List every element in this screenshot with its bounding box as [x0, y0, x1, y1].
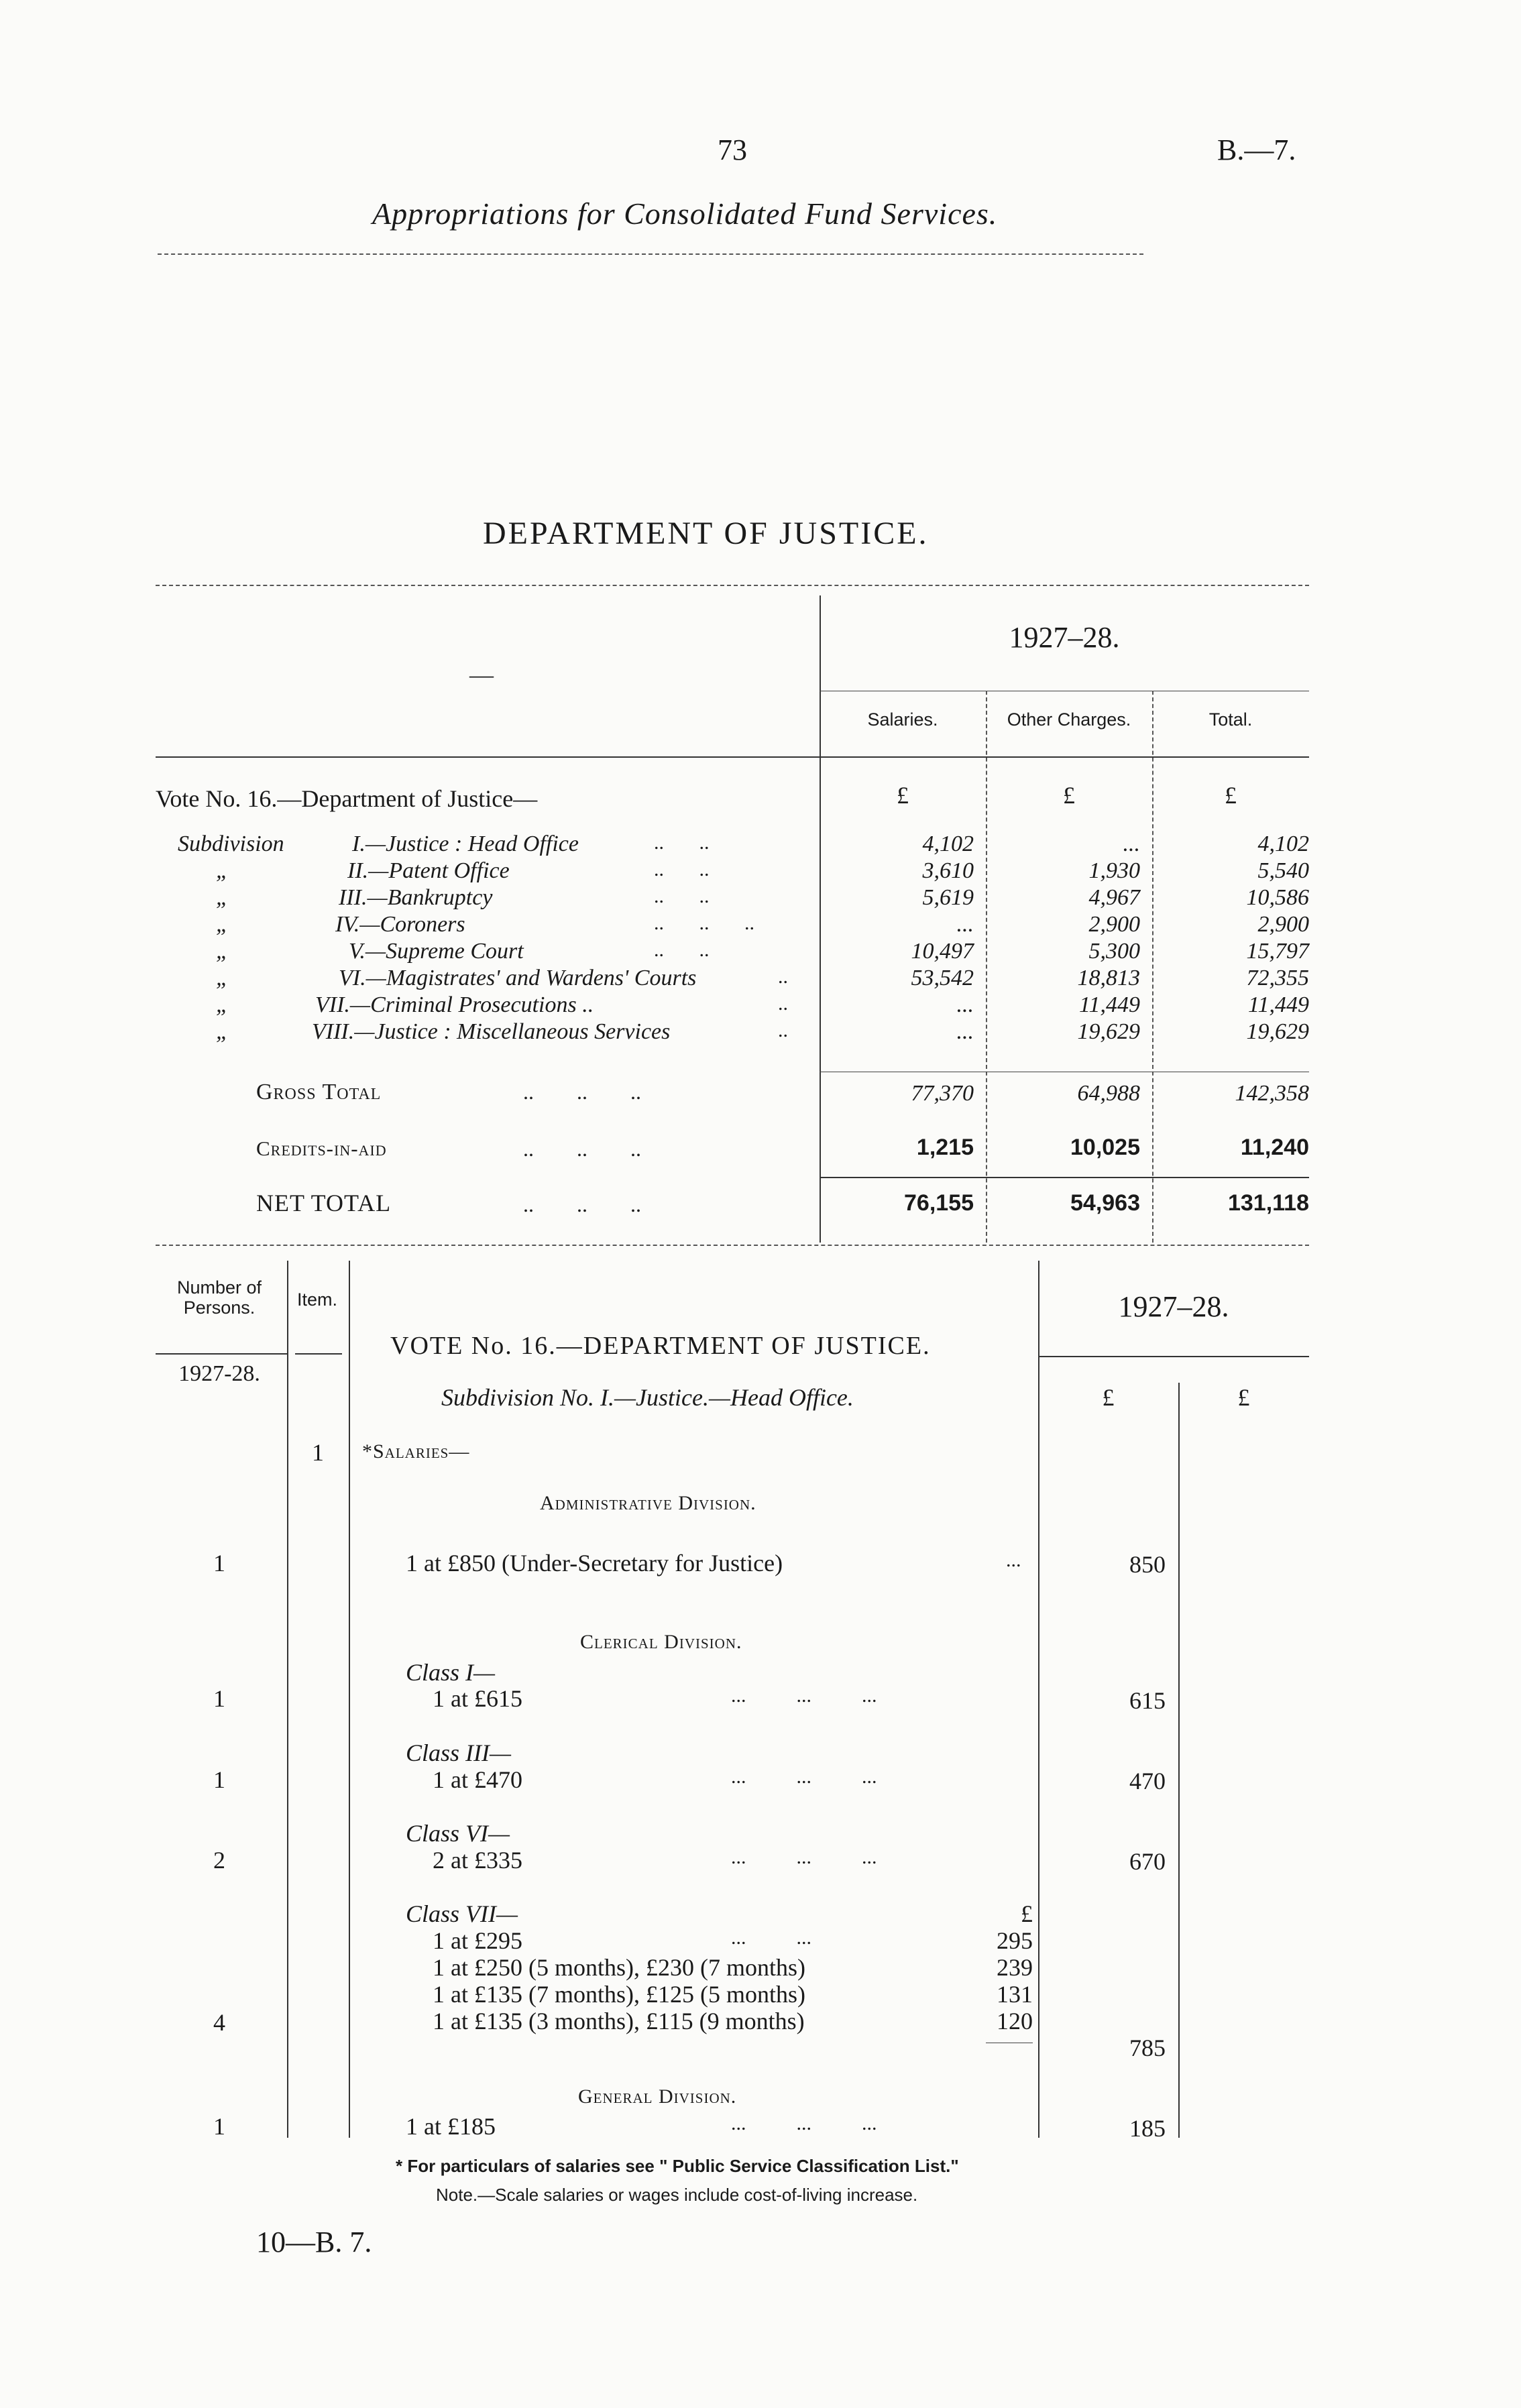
- class-vii-line-text: 1 at £135 (7 months), £125 (5 months): [433, 1981, 805, 2008]
- class-vii-label: Class VII—: [406, 1900, 518, 1927]
- gross-salaries: 77,370: [911, 1081, 974, 1106]
- col-item: Item.: [296, 1289, 337, 1310]
- row-other: 1,930: [1088, 858, 1140, 883]
- currency-salaries: £: [897, 782, 909, 809]
- summary-bottom-rule: [156, 1245, 1309, 1246]
- admin-line-leaders: ...: [1006, 1549, 1021, 1571]
- department-title: DEPARTMENT OF JUSTICE.: [483, 516, 929, 551]
- salaries-label: *Salaries—: [362, 1440, 470, 1463]
- subdivision-prefix: „: [216, 966, 229, 990]
- subdivision-label: V.—Supreme Court: [349, 939, 524, 964]
- subdivision-leaders: .. ..: [654, 939, 710, 961]
- credits-salaries: 1,215: [916, 1135, 974, 1160]
- footnote: * For particulars of salaries see " Public Service Classification List.": [396, 2156, 959, 2176]
- class-vii-line-value: 295: [997, 1927, 1033, 1954]
- net-salaries: 76,155: [904, 1190, 974, 1216]
- class-iii-leaders: ... ... ...: [731, 1766, 877, 1788]
- gross-other: 64,988: [1077, 1081, 1140, 1106]
- row-other: 18,813: [1077, 966, 1140, 990]
- credits-in-aid-leaders: .. .. ..: [523, 1137, 641, 1161]
- row-total: 15,797: [1246, 939, 1309, 964]
- general-line-text: 1 at £185: [406, 2113, 496, 2140]
- class-vi-persons: 2: [213, 1847, 225, 1874]
- footer-ref: 10—B. 7.: [256, 2226, 372, 2258]
- net-other: 54,963: [1070, 1190, 1140, 1216]
- col-number-of-persons-text: Number of Persons.: [176, 1277, 262, 1318]
- detail-year-rule: [1038, 1356, 1309, 1357]
- subdivision-prefix: „: [216, 912, 229, 937]
- class-i-persons: 1: [213, 1685, 225, 1712]
- detail-divider-amount-cols: [1178, 1383, 1180, 2138]
- class-vii-line-text: 1 at £295: [433, 1927, 522, 1954]
- class-vi-text: 2 at £335: [433, 1847, 522, 1874]
- vote-title: VOTE No. 16.—DEPARTMENT OF JUSTICE.: [390, 1332, 931, 1360]
- credits-other: 10,025: [1070, 1135, 1140, 1160]
- row-total: 19,629: [1246, 1019, 1309, 1044]
- row-total: 5,540: [1257, 858, 1309, 883]
- subdivision-title: Subdivision No. I.—Justice.—Head Office.: [441, 1384, 854, 1411]
- subdivision-prefix: „: [216, 1019, 229, 1044]
- class-vi-amount: 670: [1129, 1848, 1166, 1875]
- class-vii-persons: 4: [213, 2009, 225, 2036]
- summary-year: 1927–28.: [1009, 621, 1120, 654]
- row-total: 72,355: [1246, 966, 1309, 990]
- class-vi-label: Class VI—: [406, 1820, 510, 1847]
- class-vii-line-value: 239: [997, 1954, 1033, 1981]
- col-salaries: Salaries.: [867, 709, 938, 730]
- vote-line: Vote No. 16.—Department of Justice—: [156, 785, 538, 812]
- class-iii-label: Class III—: [406, 1739, 512, 1766]
- row-salaries: ...: [956, 1019, 974, 1044]
- note: Note.—Scale salaries or wages include cost-of-living increase.: [436, 2185, 918, 2205]
- subdivision-leaders: ..: [778, 1019, 788, 1041]
- credits-total: 11,240: [1240, 1135, 1309, 1160]
- class-iii-persons: 1: [213, 1766, 225, 1793]
- subdivision-leaders: ..: [778, 966, 788, 988]
- item-header-rule: [295, 1353, 342, 1355]
- subdivision-label: IV.—Coroners: [335, 912, 465, 937]
- class-vi-leaders: ... ... ...: [731, 1846, 877, 1868]
- gross-total: 142,358: [1235, 1081, 1309, 1106]
- row-salaries: 10,497: [911, 939, 974, 964]
- subdivision-leaders: .. ..: [654, 885, 710, 907]
- detail-divider-item: [349, 1261, 350, 2138]
- subdivision-label: VIII.—Justice : Miscellaneous Services: [312, 1019, 671, 1044]
- general-line-leaders: ... ... ...: [731, 2112, 877, 2134]
- subdivision-leaders: .. .. ..: [654, 912, 754, 934]
- row-total: 11,449: [1248, 992, 1309, 1017]
- row-salaries: 4,102: [922, 832, 974, 856]
- administrative-division: Administrative Division.: [540, 1492, 756, 1514]
- page-title: Appropriations for Consolidated Fund Services.: [372, 196, 998, 231]
- gross-total-label: Gross Total: [256, 1080, 382, 1104]
- clerical-division: Clerical Division.: [580, 1631, 742, 1653]
- detail-currency-2: £: [1237, 1384, 1250, 1411]
- subdivision-label: I.—Justice : Head Office: [352, 832, 579, 856]
- class-vii-line-value: 131: [997, 1981, 1033, 2008]
- class-vii-line-text: 1 at £135 (3 months), £115 (9 months): [433, 2008, 805, 2034]
- row-salaries: 3,610: [922, 858, 974, 883]
- detail-divider-persons: [287, 1261, 288, 2138]
- general-amount: 185: [1129, 2115, 1166, 2142]
- subdivision-leaders: .. ..: [654, 858, 710, 880]
- net-top-rule: [820, 1177, 1309, 1178]
- general-persons: 1: [213, 2113, 225, 2140]
- subdivision-prefix: Subdivision: [178, 832, 284, 856]
- class-i-label: Class I—: [406, 1659, 496, 1686]
- class-vii-amount: 785: [1129, 2034, 1166, 2061]
- col-other-charges: Other Charges.: [1007, 709, 1131, 730]
- class-vii-line-text: 1 at £250 (5 months), £230 (7 months): [433, 1954, 805, 1981]
- detail-year: 1927–28.: [1118, 1290, 1229, 1323]
- row-salaries: 5,619: [922, 885, 974, 910]
- row-other: 4,967: [1088, 885, 1140, 910]
- credits-in-aid-label: Credits-in-aid: [256, 1137, 387, 1160]
- row-other: ...: [1123, 832, 1140, 856]
- header-rule: [158, 253, 1143, 255]
- col-number-of-persons: [156, 1277, 283, 1318]
- subdivision-prefix: „: [216, 939, 229, 964]
- net-total-label: NET TOTAL: [256, 1190, 392, 1216]
- class-vii-line-leaders: ... ...: [731, 1927, 811, 1949]
- general-division: General Division.: [578, 2085, 737, 2108]
- subdivision-leaders: .. ..: [654, 832, 710, 854]
- subdivision-prefix: „: [216, 885, 229, 910]
- item-number: 1: [312, 1439, 324, 1466]
- subdivision-prefix: „: [216, 992, 229, 1017]
- row-total: 10,586: [1246, 885, 1309, 910]
- subdivision-prefix: „: [216, 858, 229, 883]
- subdivision-label: VI.—Magistrates' and Wardens' Courts: [339, 966, 697, 990]
- admin-amount: 850: [1129, 1551, 1166, 1578]
- summary-top-rule: [156, 585, 1309, 586]
- subdivision-label: III.—Bankruptcy: [339, 885, 493, 910]
- persons-year: 1927-28.: [178, 1361, 260, 1386]
- class-iii-amount: 470: [1129, 1768, 1166, 1794]
- document-ref: B.—7.: [1217, 133, 1296, 166]
- admin-line-text: 1 at £850 (Under-Secretary for Justice): [406, 1550, 783, 1576]
- detail-currency-1: £: [1102, 1384, 1115, 1411]
- currency-other: £: [1063, 782, 1075, 809]
- row-other: 11,449: [1079, 992, 1140, 1017]
- page-number: 73: [718, 133, 747, 166]
- row-other: 2,900: [1088, 912, 1140, 937]
- admin-persons: 1: [213, 1550, 225, 1576]
- subdivision-label: II.—Patent Office: [347, 858, 510, 883]
- col-total: Total.: [1208, 709, 1253, 730]
- class-i-amount: 615: [1129, 1687, 1166, 1714]
- class-i-text: 1 at £615: [433, 1685, 522, 1712]
- net-total-leaders: .. .. ..: [523, 1192, 641, 1216]
- class-vii-currency: £: [1021, 1900, 1033, 1927]
- row-salaries: 53,542: [911, 966, 974, 990]
- row-total: 2,900: [1257, 912, 1309, 937]
- persons-header-rule: [156, 1353, 287, 1355]
- row-other: 5,300: [1088, 939, 1140, 964]
- subdivision-label: VII.—Criminal Prosecutions ..: [315, 992, 594, 1017]
- row-total: 4,102: [1257, 832, 1309, 856]
- class-iii-text: 1 at £470: [433, 1766, 522, 1793]
- net-total: 131,118: [1227, 1190, 1309, 1216]
- summary-header-rule: [156, 756, 1309, 758]
- row-salaries: ...: [956, 912, 974, 937]
- summary-dash: —: [469, 661, 494, 688]
- class-i-leaders: ... ... ...: [731, 1684, 877, 1707]
- currency-total: £: [1225, 782, 1237, 809]
- subdivision-leaders: ..: [778, 992, 788, 1015]
- class-vii-line-value: 120: [997, 2008, 1033, 2034]
- row-salaries: ...: [956, 992, 974, 1017]
- gross-total-leaders: .. .. ..: [523, 1080, 641, 1104]
- row-other: 19,629: [1077, 1019, 1140, 1044]
